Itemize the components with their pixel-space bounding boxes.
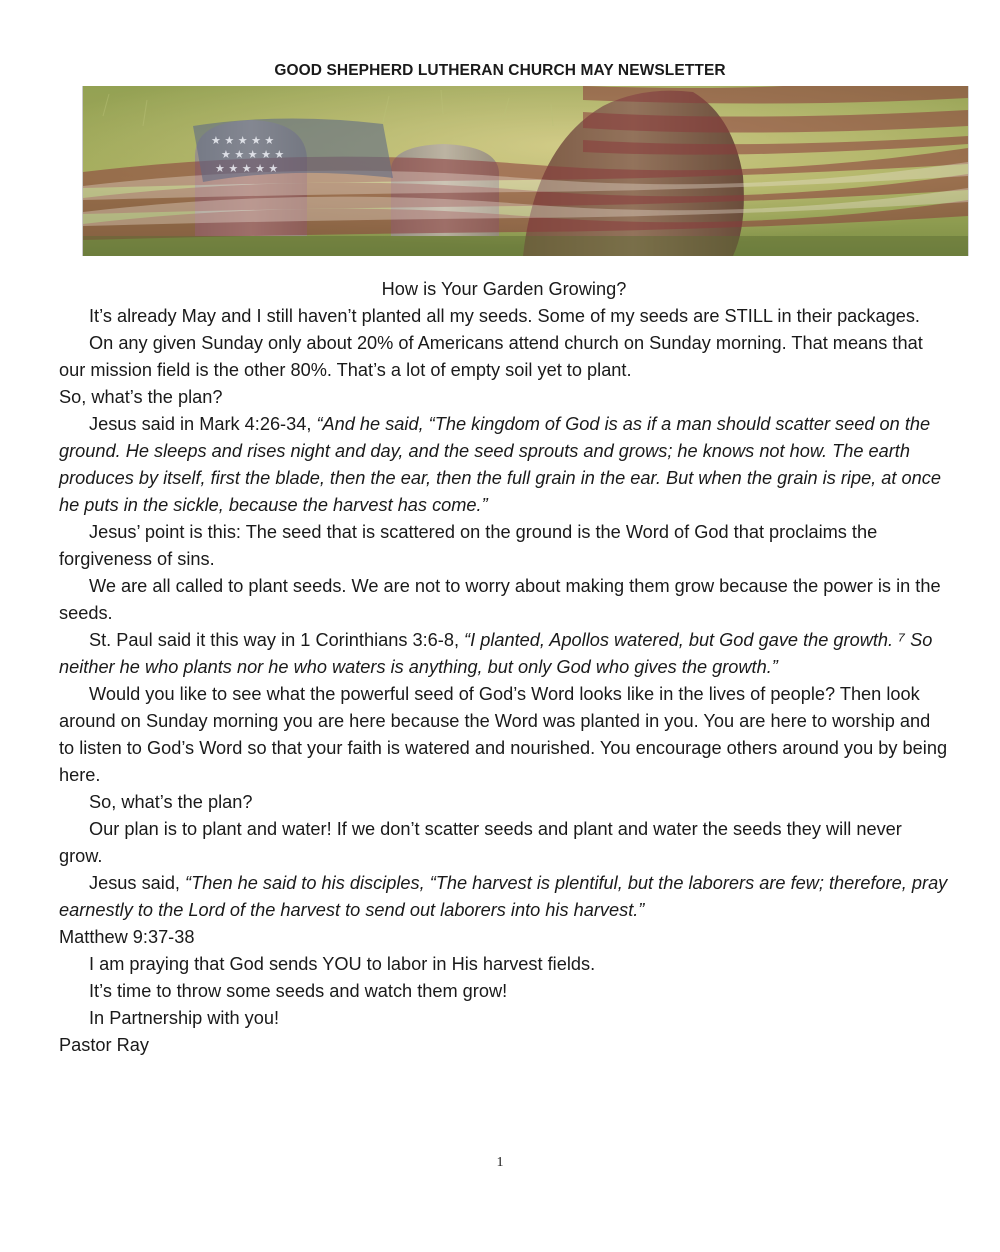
paragraph-6: We are all called to plant seeds. We are not to worry about making them grow because the power is in the seeds. <box>59 576 941 623</box>
article-heading: How is Your Garden Growing? <box>381 279 627 299</box>
paragraph-8: Would you like to see what the powerful seed of God’s Word looks like in the lives of people? Then look around on Sunday morning you are here because the Word was planted in you. You are here to worship and to listen to God’s Word so that your faith is watered and nourished. You encourage others around you by being here. <box>59 684 948 785</box>
paragraph-10: Our plan is to plant and water! If we don’t scatter seeds and plant and water the seeds they will never grow. <box>59 819 902 866</box>
paragraph-9: So, what’s the plan? <box>89 792 253 812</box>
newsletter-title: GOOD SHEPHERD LUTHERAN CHURCH MAY NEWSLETTER <box>274 62 726 79</box>
matthew-reference: Matthew 9:37-38 <box>59 927 195 947</box>
paragraph-4-lead: Jesus said in Mark 4:26-34, <box>89 414 317 434</box>
paragraph-14: In Partnership with you! <box>89 1008 280 1028</box>
paragraph-12: I am praying that God sends YOU to labor in His harvest fields. <box>89 954 596 974</box>
svg-text:★ ★ ★ ★ ★: ★ ★ ★ ★ ★ <box>221 148 285 161</box>
paragraph-11-lead: Jesus said, <box>89 873 186 893</box>
paragraph-7-lead: St. Paul said it this way in 1 Corinthians 3:6-8, <box>89 630 465 650</box>
paragraph-4 <box>59 411 949 519</box>
page-number: 1 <box>496 1155 504 1170</box>
paragraph-7 <box>59 627 949 681</box>
paragraph-2: On any given Sunday only about 20% of Americans attend church on Sunday morning. That means that our mission field is the other 80%. That’s a lot of empty soil yet to plant. <box>59 333 923 380</box>
svg-text:★ ★ ★ ★ ★: ★ ★ ★ ★ ★ <box>215 162 279 175</box>
svg-text:★ ★ ★ ★ ★: ★ ★ ★ ★ ★ <box>211 134 275 147</box>
corinthians-quote: “I planted, Apollos watered, but God gave the growth. ⁷ So neither he who plants nor he who waters is anything, but only God who gives the growth.” <box>59 630 933 677</box>
paragraph-1: It’s already May and I still haven’t planted all my seeds. Some of my seeds are STILL in their packages. <box>89 306 920 326</box>
mark-quote: “And he said, “The kingdom of God is as if a man should scatter seed on the ground. He sleeps and rises night and day, and the seed sprouts and grows; he knows not how. The earth produces by itself, first the blade, then the ear, then the full grain in the ear. But when the grain is ripe, at once he puts in the sickle, because the harvest has come.” <box>59 414 941 515</box>
matthew-quote: “Then he said to his disciples, “The harvest is plentiful, but the laborers are few; therefore, pray earnestly to the Lord of the harvest to send out laborers into his harvest.” <box>59 873 948 920</box>
paragraph-13: It’s time to throw some seeds and watch them grow! <box>89 981 508 1001</box>
paragraph-3: So, what’s the plan? <box>59 387 223 407</box>
paragraph-11 <box>59 870 949 951</box>
paragraph-5: Jesus’ point is this: The seed that is scattered on the ground is the Word of God that proclaims the forgiveness of sins. <box>59 522 878 569</box>
article-body <box>59 276 949 1059</box>
signature: Pastor Ray <box>59 1035 149 1055</box>
flag-cemetery-banner-image <box>82 86 969 256</box>
